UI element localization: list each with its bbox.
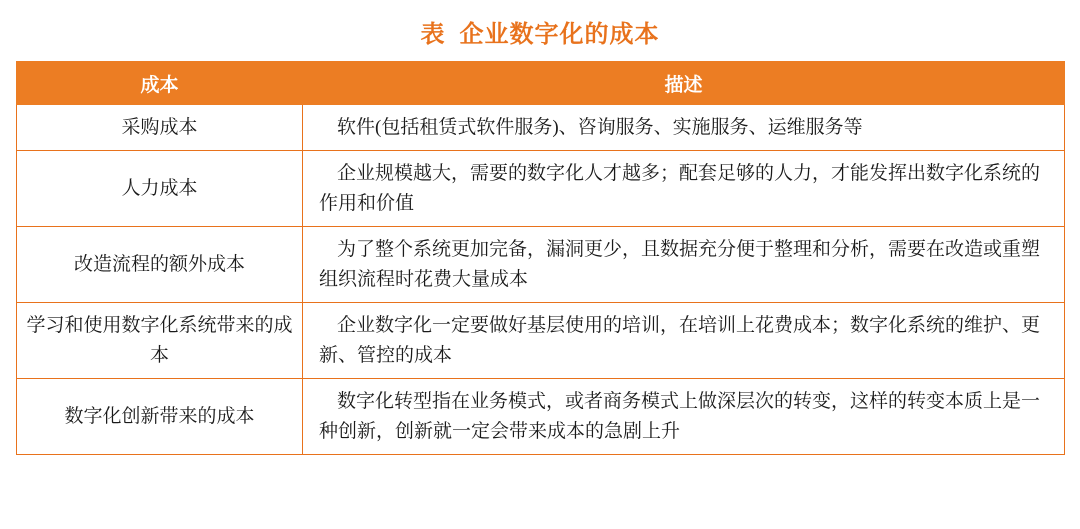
cell-cost: 学习和使用数字化系统带来的成本 — [17, 303, 303, 379]
cell-description: 企业规模越大，需要的数字化人才越多；配套足够的人力，才能发挥出数字化系统的作用和价值 — [303, 151, 1065, 227]
cell-description: 企业数字化一定要做好基层使用的培训，在培训上花费成本；数字化系统的维护、更新、管控的成本 — [303, 303, 1065, 379]
table-body — [17, 105, 1065, 455]
cost-table — [16, 61, 1065, 455]
cell-cost: 数字化创新带来的成本 — [17, 379, 303, 455]
table-row — [17, 379, 1065, 455]
cell-description: 软件(包括租赁式软件服务)、咨询服务、实施服务、运维服务等 — [303, 105, 1065, 151]
table-title-text: 企业数字化的成本 — [459, 21, 660, 48]
page-title — [0, 0, 1080, 61]
table-row — [17, 303, 1065, 379]
table-header-row — [17, 62, 1065, 105]
cell-cost: 改造流程的额外成本 — [17, 227, 303, 303]
table-label: 表 — [420, 21, 446, 48]
table-row — [17, 227, 1065, 303]
table-row — [17, 151, 1065, 227]
column-header-desc: 描述 — [303, 62, 1065, 105]
table-row — [17, 105, 1065, 151]
cell-description: 数字化转型指在业务模式，或者商务模式上做深层次的转变，这样的转变本质上是一种创新，创新就一定会带来成本的急剧上升 — [303, 379, 1065, 455]
cell-cost: 人力成本 — [17, 151, 303, 227]
cell-description: 为了整个系统更加完备，漏洞更少，且数据充分便于整理和分析，需要在改造或重塑组织流程时花费大量成本 — [303, 227, 1065, 303]
table-header — [17, 62, 1065, 105]
cell-cost: 采购成本 — [17, 105, 303, 151]
column-header-cost: 成本 — [17, 62, 303, 105]
